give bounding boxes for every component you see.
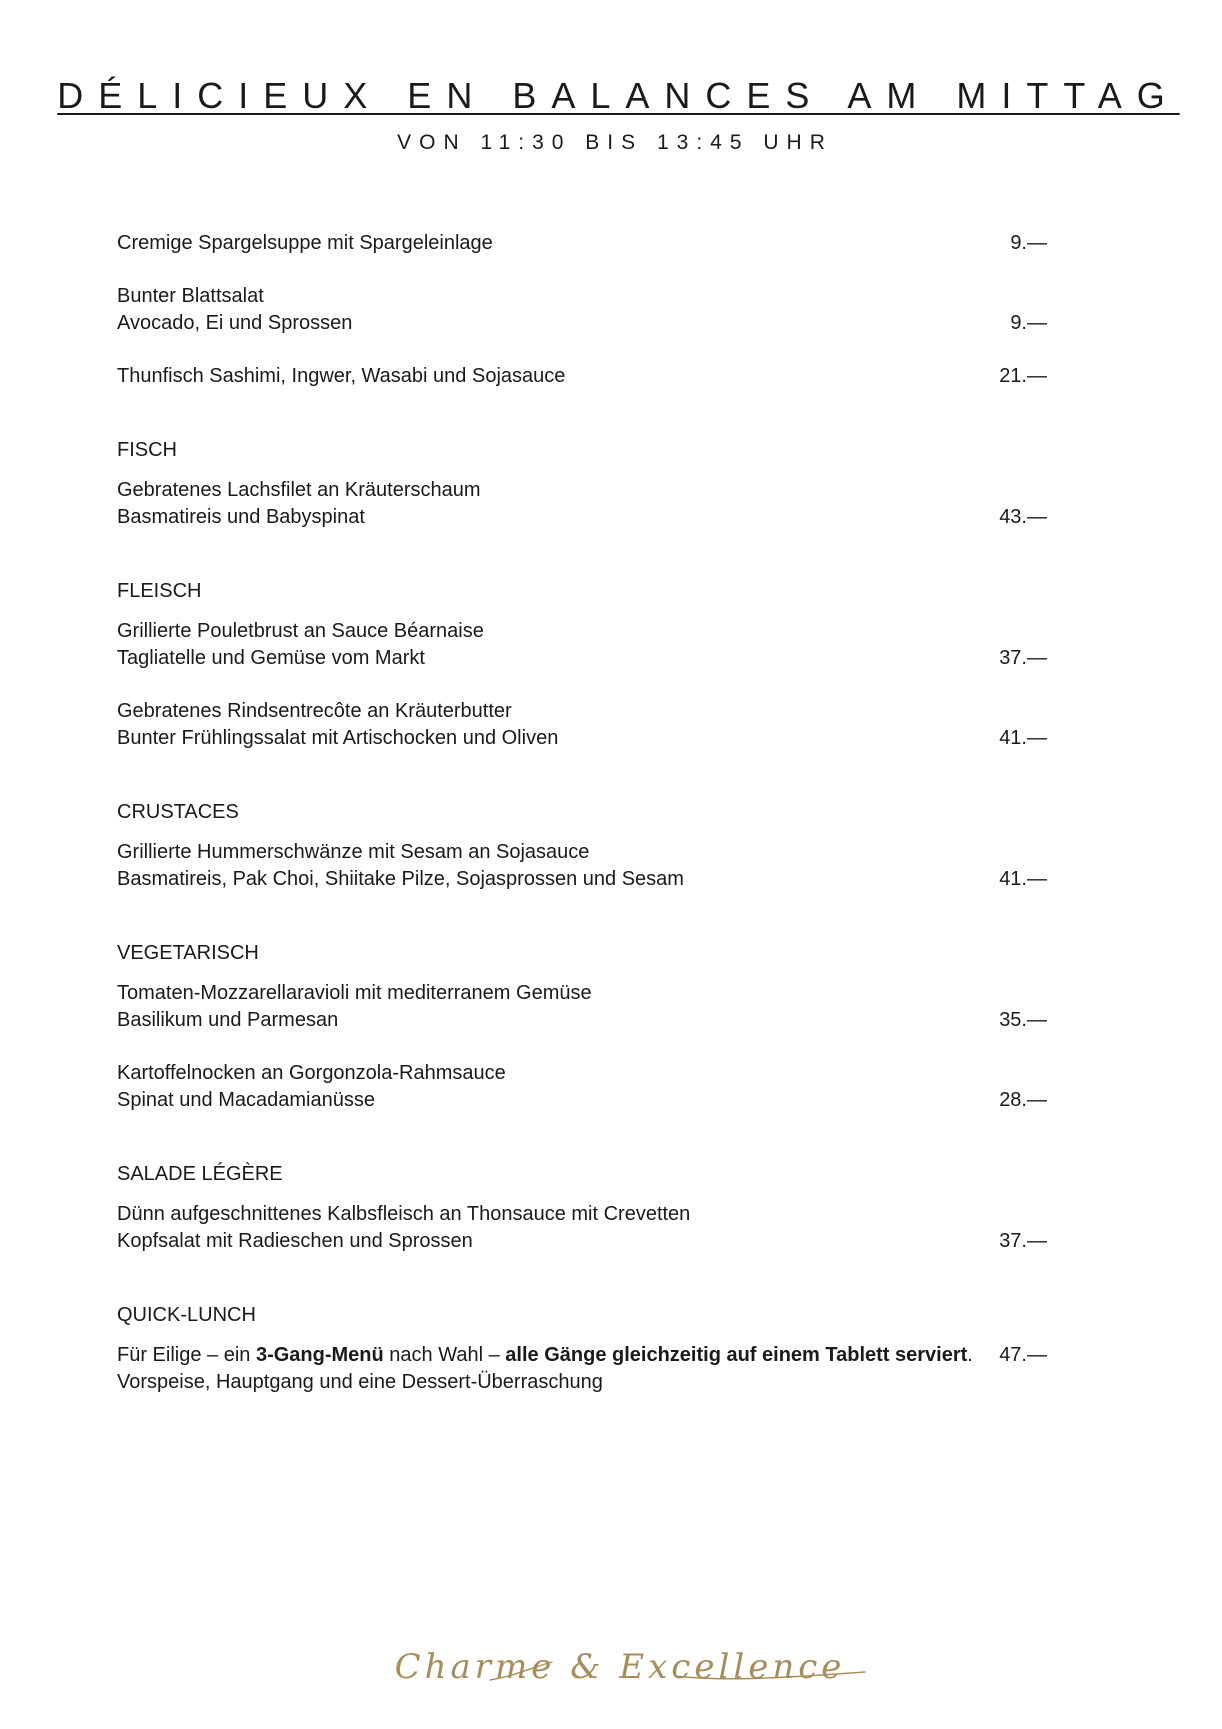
item-description: Gebratenes Lachsfilet an Kräuterschaum (117, 479, 481, 501)
item-description: Bunter Frühlingssalat mit Artischocken und Oliven (117, 727, 559, 749)
item-price: 35.— (999, 1009, 1047, 1031)
item-price: 28.— (999, 1089, 1047, 1111)
item-description: Kopfsalat mit Radieschen und Sprossen (117, 1230, 473, 1252)
section-heading-fleisch: FLEISCH (117, 580, 202, 602)
item-price: 41.— (999, 868, 1047, 890)
item-price: 41.— (999, 727, 1047, 749)
section-heading-quick-lunch: QUICK-LUNCH (117, 1304, 256, 1326)
menu-item-blattsalat (117, 283, 1047, 337)
quick-text-bold: alle Gänge gleichzeitig auf einem Tablett serviert (505, 1344, 968, 1366)
menu-list (117, 230, 1047, 1422)
item-description: Bunter Blattsalat (117, 285, 264, 307)
quick-text: nach Wahl – (383, 1344, 506, 1366)
item-description: Tagliatelle und Gemüse vom Markt (117, 647, 425, 669)
item-price: 47.— (999, 1344, 1047, 1366)
menu-title: DÉLICIEUX EN BALANCES AM MITTAG (57, 75, 1180, 116)
item-description (117, 1342, 973, 1369)
menu-item-rindsentrecote (117, 698, 1047, 752)
item-description: Spinat und Macadamianüsse (117, 1089, 375, 1111)
item-description: Basmatireis, Pak Choi, Shiitake Pilze, Sojasprossen und Sesam (117, 868, 684, 890)
menu-item-kalbsfleisch (117, 1201, 1047, 1255)
item-price: 37.— (999, 1230, 1047, 1252)
menu-item-spargelsuppe (117, 230, 1047, 257)
charme-excellence-logo (340, 1632, 900, 1702)
item-description: Grillierte Hummerschwänze mit Sesam an Sojasauce (117, 841, 590, 863)
item-description: Dünn aufgeschnittenes Kalbsfleisch an Thonsauce mit Crevetten (117, 1203, 691, 1225)
item-description: Kartoffelnocken an Gorgonzola-Rahmsauce (117, 1062, 506, 1084)
menu-header (0, 74, 1222, 156)
menu-item-hummerschwaenze (117, 839, 1047, 893)
item-price: 9.— (1010, 232, 1047, 254)
item-description: Cremige Spargelsuppe mit Spargeleinlage (117, 232, 493, 254)
item-description: Avocado, Ei und Sprossen (117, 312, 353, 334)
menu-item-pouletbrust (117, 618, 1047, 672)
item-description: Gebratenes Rindsentrecôte an Kräuterbutter (117, 700, 512, 722)
quick-text: Für Eilige – ein (117, 1344, 256, 1366)
item-description: Grillierte Pouletbrust an Sauce Béarnaise (117, 620, 484, 642)
menu-item-lachsfilet (117, 477, 1047, 531)
item-price: 21.— (999, 365, 1047, 387)
service-hours: VON 11:30 BIS 13:45 UHR (397, 131, 833, 154)
section-heading-fisch: FISCH (117, 439, 177, 461)
item-description: Basmatireis und Babyspinat (117, 506, 365, 528)
item-price: 37.— (999, 647, 1047, 669)
menu-item-kartoffelnocken (117, 1060, 1047, 1114)
item-price: 43.— (999, 506, 1047, 528)
item-description: Basilikum und Parmesan (117, 1009, 339, 1031)
quick-text: . (967, 1344, 973, 1366)
menu-item-thunfisch (117, 363, 1047, 390)
section-heading-vegetarisch: VEGETARISCH (117, 942, 259, 964)
logo-text: Charme & Excellence (394, 1647, 846, 1687)
quick-text-bold: 3-Gang-Menü (255, 1344, 384, 1366)
menu-item-ravioli (117, 980, 1047, 1034)
section-heading-salade-legere: SALADE LÉGÈRE (117, 1163, 283, 1185)
item-description: Thunfisch Sashimi, Ingwer, Wasabi und Sojasauce (117, 365, 566, 387)
item-description: Tomaten-Mozzarellaravioli mit mediterranem Gemüse (117, 982, 592, 1004)
section-heading-crustaces: CRUSTACES (117, 801, 239, 823)
item-description: Vorspeise, Hauptgang und eine Dessert-Überraschung (117, 1371, 603, 1393)
item-price: 9.— (1010, 312, 1047, 334)
menu-item-quick-lunch (117, 1342, 1047, 1396)
